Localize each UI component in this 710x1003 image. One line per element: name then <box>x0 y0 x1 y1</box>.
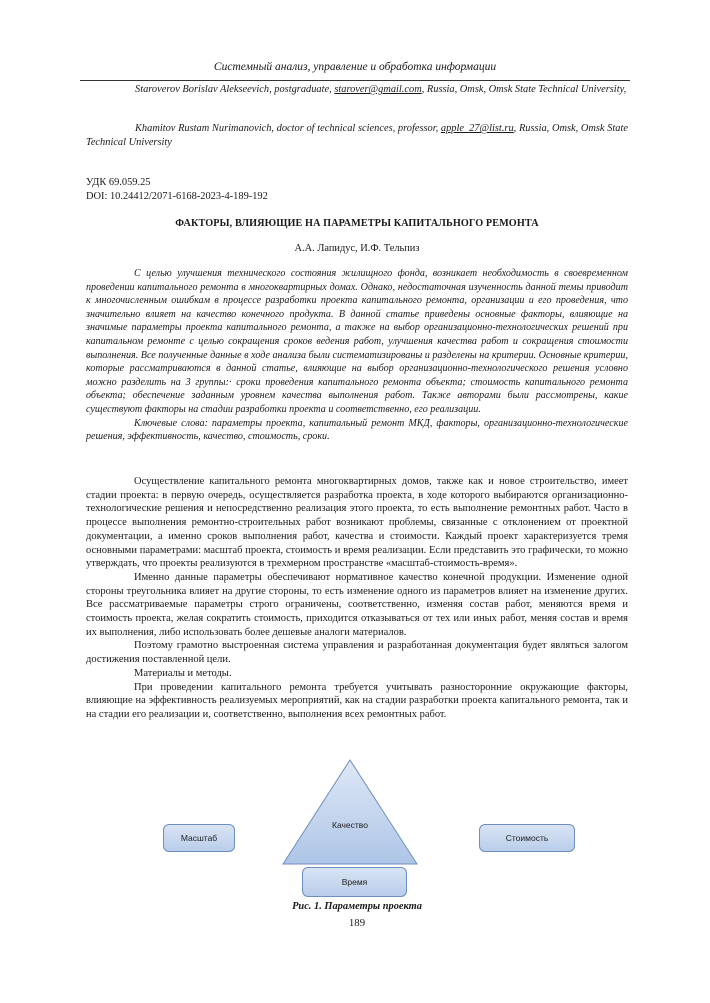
abstract-text: С целью улучшения технического состояния жилищного фонда, возникает необходимость в своевременном проведении капитального ремонта в многоквартирных домах. Однако, недостаточная изученность данной темы приводит к многочисленным ошибкам в процессе разработки проекта капитального ремонта, организации и его проведения, что значительно влияет на качество конечного продукта. В данной статье приведены основные факторы, влияющие на значимые параметры проекта капитального ремонта, а также на выбор организационно-технологических решений при капитальном ремонте с целью сокращения сроков ведения работ, улучшения качества работ и сокращения стоимости выполнения. Все полученные данные в ходе анализа были систематизированы и разделены на критерии. Основные критерии, которые рассматриваются в данной статье, влияющие на выбор организационно-технологического решения условно можно разделить на 3 группы:· сроки проведения капитального ремонта объекта; стоимость капитального ремонта объекта; обеспечение заданным уровнем качества выполнения работ. Также авторами были рассмотрены, какие существуют факторы на стадии разработки проекта и соответственно, его реализации. <box>86 268 628 415</box>
header-rule <box>80 80 630 81</box>
article-title: ФАКТОРЫ, ВЛИЯЮЩИЕ НА ПАРАМЕТРЫ КАПИТАЛЬНОГО РЕМОНТА <box>175 218 539 229</box>
running-head: Системный анализ, управление и обработка информации <box>213 61 497 73</box>
time-box: Время <box>302 867 407 897</box>
section-heading: Материалы и методы. <box>134 667 232 679</box>
body-paragraph: Осуществление капитального ремонта многоквартирных домов, также как и новое строительство, имеет стадии проекта: в первую очередь, осуществляется разработка проекта, в ходе которого выбираются организационно-технологические решения и непосредственно реализация этого проекта, то есть выполнение ремонтных работ. Часто в процессе выполнения ремонтно-строительных работ возникают проблемы, связанные с отклонением от проектной документации, а именно сроков выполнения работ, качества и стоимости. Каждый проект характеризуется тремя основными параметрами: масштаб проекта, стоимость и время реализации. Если представить это графически, то можно утверждать, что проекты реализуются в трехмерном пространстве «масштаб-стоимость-время». <box>86 476 628 570</box>
body-paragraph: Именно данные параметры обеспечивают нормативное качество конечной продукции. Изменение одной стороны треугольника влияет на другие стороны, то есть изменение одного из параметров влияет на изменение других. Все рассматриваемые параметры строго ограничены, соответственно, изменяя состав работ, меняются время и стоимость проекта, желая сократить стоимость, приходится отказываться от тех или иных работ, меняя состав и время их выполнения, либо использовать более дешевые аналоги материалов. <box>86 571 628 638</box>
author-text-after: , Russia, Omsk, Omsk State Technical University, <box>421 84 627 95</box>
author-email-link[interactable]: apple_27@list.ru <box>440 123 514 134</box>
author-text-before: Staroverov Borislav Alekseevich, postgraduate, <box>135 84 335 95</box>
triangle-label: Качество <box>332 820 368 830</box>
body-paragraph: При проведении капитального ремонта требуется учитывать разносторонние окружающие факторы, влияющие на эффективность реализуемых мероприятий, как на стадии разработки проекта капитального ремонта, так и на стадии его реализации и, соответственно, выполнения всех ремонтных работ. <box>86 681 628 720</box>
article-authors: А.А. Лапидус, И.Ф. Тельпиз <box>294 243 420 254</box>
author-text-after: , Russia, Omsk, Omsk State Technical University <box>86 123 628 148</box>
page-number: 189 <box>348 917 366 929</box>
quality-triangle <box>283 760 417 864</box>
abstract <box>86 267 628 444</box>
figure-project-parameters <box>86 756 628 902</box>
article-body <box>86 475 628 722</box>
author-text-before: Khamitov Rustam Nurimanovich, doctor of technical sciences, professor, <box>135 123 441 134</box>
scope-box: Масштаб <box>163 824 235 852</box>
keywords: Ключевые слова: параметры проекта, капитальный ремонт МКД, факторы, организационно-технологические решения, эффективность, качество, стоимость, сроки. <box>86 417 628 443</box>
author-info-2 <box>86 122 628 150</box>
body-paragraph: Поэтому грамотно выстроенная система управления и разработанная документация будет являться залогом достижения поставленной цели. <box>86 640 628 666</box>
figure-caption: Рис. 1. Параметры проекта <box>292 901 422 912</box>
author-email-link[interactable]: starover@gmail.com <box>334 84 422 95</box>
doi: DOI: 10.24412/2071-6168-2023-4-189-192 <box>86 191 268 202</box>
author-info-1 <box>86 83 628 97</box>
cost-box: Стоимость <box>479 824 575 852</box>
udk-code: УДК 69.059.25 <box>86 177 151 188</box>
